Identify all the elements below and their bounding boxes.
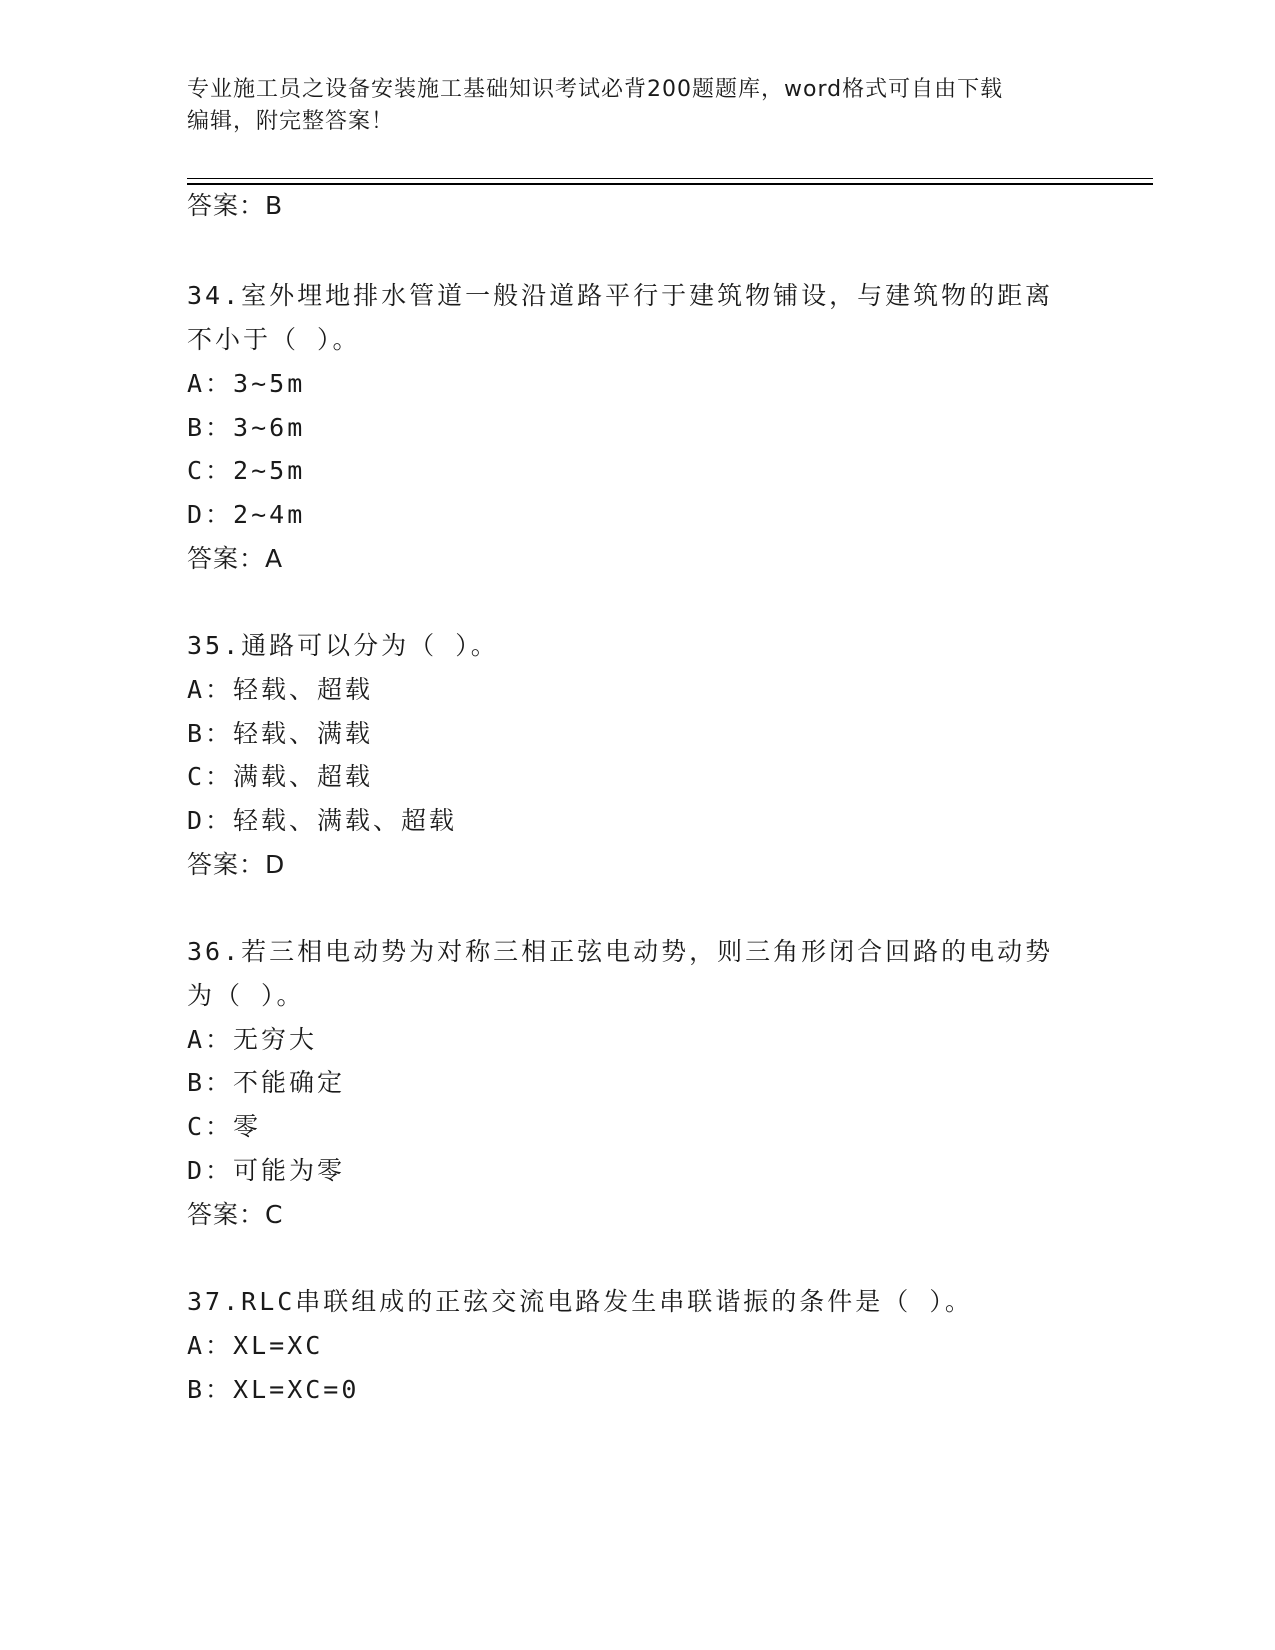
question-35-stem-line-1: 35.通路可以分为（ ）。 <box>187 631 499 660</box>
question-35-option-b: B：轻载、满载 <box>187 719 374 748</box>
question-37-option-a: A：XL=XC <box>187 1331 324 1360</box>
header-line-2: 编辑，附完整答案！ <box>187 109 395 134</box>
header-divider-thick <box>187 183 1153 185</box>
header-divider-thin <box>187 178 1153 179</box>
question-35-option-a: A：轻载、超载 <box>187 675 374 704</box>
question-35-option-c: C：满载、超载 <box>187 762 374 791</box>
document-header <box>187 74 1087 138</box>
question-34-option-c: C：2~5m <box>187 456 306 485</box>
question-37-stem-line-1: 37.RLC串联组成的正弦交流电路发生串联谐振的条件是（ ）。 <box>187 1287 973 1316</box>
question-34-stem-line-1: 34.室外埋地排水管道一般沿道路平行于建筑物铺设，与建筑物的距离 <box>187 281 1054 310</box>
question-36-option-b: B：不能确定 <box>187 1068 346 1097</box>
header-line-1: 专业施工员之设备安装施工基础知识考试必背200题题库，word格式可自由下载 <box>187 77 1004 102</box>
answer-q35: 答案：D <box>187 850 286 879</box>
question-36-stem-line-1: 36.若三相电动势为对称三相正弦电动势，则三角形闭合回路的电动势 <box>187 937 1054 966</box>
answer-q34: 答案：A <box>187 544 284 573</box>
question-36-option-a: A：无穷大 <box>187 1025 318 1054</box>
question-34-stem-line-2: 不小于（ ）。 <box>187 325 361 354</box>
question-35-option-d: D：轻载、满载、超载 <box>187 806 458 835</box>
question-36-option-d: D：可能为零 <box>187 1156 346 1185</box>
question-34-option-d: D：2~4m <box>187 500 306 529</box>
answer-q36: 答案：C <box>187 1200 284 1229</box>
answer-q33: 答案：B <box>187 191 284 220</box>
question-36-stem-line-2: 为（ ）。 <box>187 981 305 1010</box>
question-36-option-c: C：零 <box>187 1112 262 1141</box>
question-37-option-b: B：XL=XC=0 <box>187 1375 360 1404</box>
question-34-option-a: A：3~5m <box>187 369 306 398</box>
question-34-option-b: B：3~6m <box>187 413 306 442</box>
